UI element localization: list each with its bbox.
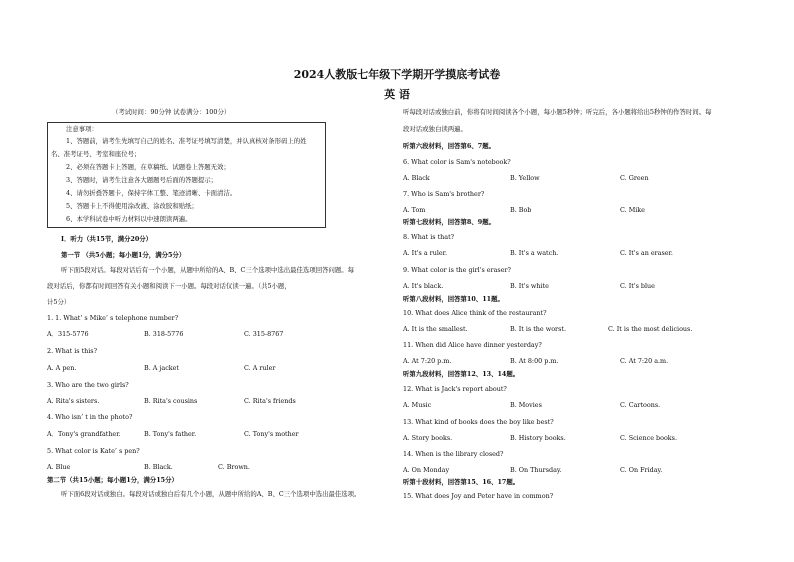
directions: 听每段对话或独白前，你将有时间阅读各个小题，每小题5秒钟；听完后，各小题将给出5秒钟的作答时间。每	[403, 108, 712, 116]
option-c: C. Mike	[620, 206, 645, 214]
option-c: C. At 7:20 a.m.	[620, 357, 669, 365]
directions: 段对话或独白读两遍。	[403, 125, 467, 133]
directions: 段对话后，你都有时间回答有关小题和阅读下一小题。每段对话仅读一遍。（共5小题，	[47, 282, 291, 290]
option-a: A. Music	[403, 401, 432, 409]
option-a: A. Blue	[47, 463, 71, 471]
option-a: A. Story books.	[403, 434, 453, 442]
notice-heading: 注意事项：	[66, 125, 98, 133]
question: 12. What is Jack's report about?	[403, 385, 507, 393]
option-c: C. Rita's friends	[244, 397, 296, 405]
notice-item: 3、答题时，请考生注意各大题题号后面的答题提示；	[66, 176, 218, 184]
option-b: B. Black.	[144, 463, 173, 471]
part-heading: I．听力（共15节，满分20分）	[61, 235, 153, 243]
material-heading: 听第十段材料，回答第15、16、17题。	[403, 478, 520, 486]
option-b: B. At 8:00 p.m.	[510, 357, 559, 365]
question: 8. What is that?	[403, 233, 455, 241]
question: 13. What kind of books does the boy like best?	[403, 418, 554, 426]
option-a: A. Rita's sisters.	[47, 397, 100, 405]
notice-item: 1、答题前，请考生先填写自己的姓名、准考证号填写清楚，并认真核对条形码上的姓	[66, 137, 307, 145]
notice-item: 名、准考证号、考室和座位号；	[51, 150, 141, 158]
option-c: C. It is the most delicious.	[608, 325, 693, 333]
option-c: C. It's blue	[620, 282, 655, 290]
question: 9. What color is the girl's eraser?	[403, 266, 511, 274]
option-c: C. 315-8767	[244, 330, 284, 338]
option-c: C. Science books.	[620, 434, 677, 442]
notice-item: 6、本学科试卷中听力材料以中速朗读两遍。	[66, 215, 192, 223]
option-b: B. History books.	[510, 434, 566, 442]
option-c: C. It's an eraser.	[620, 249, 673, 257]
option-a: A. It's black.	[403, 282, 444, 290]
option-b: B. It is the worst.	[510, 325, 566, 333]
exam-title: 2024人教版七年级下学期开学摸底考试卷	[293, 68, 501, 81]
question: 11. When did Alice have dinner yesterday?	[403, 341, 542, 349]
subject-title: 英 语	[384, 88, 410, 101]
directions: 听下面5段对话。每段对话后有一个小题，从题中所给的A、B、C三个选项中选出最佳选项回答问题。每	[61, 266, 355, 274]
option-b: B. Yellow	[510, 174, 540, 182]
directions: 听下面6段对话或独白。每段对话或独白后有几个小题，从题中所给的A、B、C三个选项中选出最佳选项。	[61, 490, 361, 498]
option-b: B. Tony's father.	[144, 430, 197, 438]
option-a: A. At 7:20 p.m.	[403, 357, 452, 365]
option-c: C. On Friday.	[620, 466, 663, 474]
option-c: C. Cartoons.	[620, 401, 661, 409]
question: 1. 1. What’ s Mike’ s telephone number?	[47, 314, 179, 322]
question: 10. What does Alice think of the restaurant?	[403, 309, 547, 317]
option-c: C. Brown.	[218, 463, 250, 471]
option-a: A. It is the smallest.	[403, 325, 468, 333]
question: 3. Who are the two girls?	[47, 381, 129, 389]
option-c: C. A ruler	[244, 364, 276, 372]
notice-item: 2、必须在答题卡上答题，在草稿纸、试题卷上答题无效；	[66, 163, 230, 171]
question: 14. When is the library closed?	[403, 450, 504, 458]
option-a: A. Black	[403, 174, 430, 182]
option-c: C. Tony's mother	[244, 430, 299, 438]
option-a: A．Tony's grandfather.	[47, 430, 121, 438]
option-a: A. Tom	[403, 206, 426, 214]
option-b: B. It's a watch.	[510, 249, 559, 257]
question: 15. What does Joy and Peter have in common?	[403, 492, 554, 500]
option-a: A. It's a ruler.	[403, 249, 448, 257]
question: 2. What is this?	[47, 347, 98, 355]
option-b: B. 318-5776	[144, 330, 184, 338]
section-heading: 第二节（共15小题；每小题1分，满分15分）	[47, 476, 178, 484]
option-c: C. Green	[620, 174, 649, 182]
option-a: A. A pen.	[47, 364, 77, 372]
question: 6. What color is Sam's notebook?	[403, 158, 511, 166]
material-heading: 听第九段材料，回答第12、13、14题。	[403, 370, 520, 378]
option-b: B. Rita's cousins	[144, 397, 198, 405]
question: 5. What color is Kate’ s pen?	[47, 447, 140, 455]
option-b: B. It's white	[510, 282, 549, 290]
directions: 计5分）	[47, 298, 71, 306]
question: 7. Who is Sam's brother?	[403, 190, 485, 198]
material-heading: 听第八段材料，回答第10、11题。	[403, 295, 504, 303]
material-heading: 听第七段材料，回答第8、9题。	[403, 218, 495, 226]
option-a: A. On Monday	[403, 466, 450, 474]
section-heading: 第一节 （共5小题；每小题1分，满分5分）	[61, 251, 186, 259]
question: 4. Who isn’ t in the photo?	[47, 413, 133, 421]
exam-info: （考试时间：90分钟 试卷满分：100分）	[112, 108, 231, 116]
option-b: B. Bob	[510, 206, 532, 214]
option-b: B. A jacket	[144, 364, 179, 372]
option-b: B. On Thursday.	[510, 466, 562, 474]
option-a: A．315-5776	[47, 330, 89, 338]
material-heading: 听第六段材料，回答第6、7题。	[403, 142, 495, 150]
notice-item: 4、请勿折叠答题卡，保持字体工整、笔迹清晰、卡面清洁。	[66, 189, 237, 197]
notice-item: 5、答题卡上不得使用涂改液、涂改胶和贴纸；	[66, 202, 198, 210]
option-b: B. Movies	[510, 401, 542, 409]
